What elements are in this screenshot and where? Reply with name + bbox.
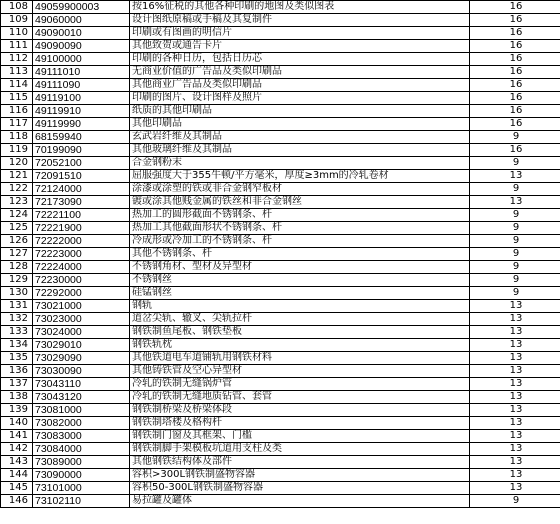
table-row [1,66,560,79]
tariff-code-cell: 73043120 [33,391,130,404]
row-number-cell: 135 [1,352,33,365]
description-cell: 不锈钢角材、型材及异型材 [130,261,470,274]
tariff-code-cell: 49111010 [33,66,130,79]
table-row [1,430,560,443]
tax-rate-cell: 13 [470,339,560,352]
description-cell: 热加工的圆形截面不锈钢条、杆 [130,209,470,222]
table-row [1,248,560,261]
table-row [1,105,560,118]
description-cell: 纸质的其他印刷品 [130,105,470,118]
tariff-code-cell: 73081000 [33,404,130,417]
table-row [1,313,560,326]
tariff-code-cell: 73102110 [33,495,130,508]
description-cell: 印刷的各种日历，包括日历芯 [130,53,470,66]
description-cell: 热加工其他截面形状不锈钢条、杆 [130,222,470,235]
row-number-cell: 137 [1,378,33,391]
tariff-code-cell: 73083000 [33,430,130,443]
tariff-code-cell: 72091510 [33,170,130,183]
tax-rate-cell: 16 [470,79,560,92]
table-row [1,144,560,157]
table-row [1,339,560,352]
row-number-cell: 111 [1,40,33,53]
row-number-cell: 142 [1,443,33,456]
table-row [1,170,560,183]
tax-rate-cell: 13 [470,313,560,326]
description-cell: 其他钢铁结构体及部件 [130,456,470,469]
tax-rate-cell: 13 [470,170,560,183]
tax-rate-cell: 16 [470,53,560,66]
tax-rate-cell: 13 [470,300,560,313]
tariff-code-cell: 73084000 [33,443,130,456]
row-number-cell: 116 [1,105,33,118]
description-cell: 其他不锈钢条、杆 [130,248,470,261]
row-number-cell: 108 [1,1,33,14]
description-cell: 钢铁轨枕 [130,339,470,352]
row-number-cell: 122 [1,183,33,196]
description-cell: 容积>300L钢铁制盛物容器 [130,469,470,482]
tax-rate-cell: 9 [470,131,560,144]
description-cell: 其他印刷品 [130,118,470,131]
tariff-code-cell: 49090010 [33,27,130,40]
tariff-code-cell: 49100000 [33,53,130,66]
description-cell: 不锈钢丝 [130,274,470,287]
row-number-cell: 140 [1,417,33,430]
table-row [1,274,560,287]
tariff-code-cell: 73089000 [33,456,130,469]
row-number-cell: 133 [1,326,33,339]
row-number-cell: 145 [1,482,33,495]
row-number-cell: 125 [1,222,33,235]
description-cell: 硅锰钢丝 [130,287,470,300]
row-number-cell: 110 [1,27,33,40]
row-number-cell: 128 [1,261,33,274]
tax-rate-cell: 9 [470,274,560,287]
description-cell: 钢铁制门窗及其框架、门槛 [130,430,470,443]
description-cell: 印刷的图片、设计图样及照片 [130,92,470,105]
row-number-cell: 117 [1,118,33,131]
row-number-cell: 119 [1,144,33,157]
table-row [1,40,560,53]
row-number-cell: 136 [1,365,33,378]
tax-rate-cell: 9 [470,287,560,300]
row-number-cell: 124 [1,209,33,222]
tax-rate-cell: 16 [470,27,560,40]
row-number-cell: 126 [1,235,33,248]
table-row [1,443,560,456]
table-row [1,1,560,14]
tariff-code-cell: 72223000 [33,248,130,261]
tariff-code-cell: 49119100 [33,92,130,105]
description-cell: 无商业价值的广告品及类似印刷品 [130,66,470,79]
table-row [1,287,560,300]
tariff-code-cell: 73030090 [33,365,130,378]
tariff-code-cell: 73024000 [33,326,130,339]
tariff-code-cell: 72052100 [33,157,130,170]
tax-rate-cell: 9 [470,183,560,196]
tax-rate-cell: 9 [470,248,560,261]
tax-rate-cell: 13 [470,196,560,209]
description-cell: 其他铸铁管及空心异型材 [130,365,470,378]
tariff-code-cell: 72221900 [33,222,130,235]
tax-rate-cell: 13 [470,326,560,339]
row-number-cell: 113 [1,66,33,79]
description-cell: 容积50-300L钢铁制盛物容器 [130,482,470,495]
row-number-cell: 139 [1,404,33,417]
description-cell: 按16%征税的其他各种印刷的地图及类似图表 [130,1,470,14]
table-row [1,378,560,391]
tariff-code-cell: 49119990 [33,118,130,131]
description-cell: 冷轧的铁制无缝地质钻管、套管 [130,391,470,404]
tariff-code-cell: 73029090 [33,352,130,365]
description-cell: 其他铁道电车道铺轨用钢铁材料 [130,352,470,365]
tax-rate-cell: 13 [470,417,560,430]
description-cell: 钢铁制塔楼及格构杆 [130,417,470,430]
tariff-code-cell: 49060000 [33,14,130,27]
tax-rate-cell: 9 [470,209,560,222]
tax-rate-cell: 13 [470,391,560,404]
tariff-code-cell: 49090090 [33,40,130,53]
tax-rate-cell: 16 [470,66,560,79]
table-row [1,183,560,196]
tariff-code-cell: 72222000 [33,235,130,248]
table-row [1,300,560,313]
tax-rate-cell: 13 [470,378,560,391]
tax-rate-cell: 9 [470,261,560,274]
table-row [1,391,560,404]
tax-rate-cell: 13 [470,352,560,365]
tax-rate-cell: 16 [470,118,560,131]
description-cell: 道岔尖轨、辙叉、尖轨拉杆 [130,313,470,326]
tariff-code-cell: 72173090 [33,196,130,209]
tax-rate-cell: 13 [470,456,560,469]
table-row [1,196,560,209]
table-row [1,118,560,131]
tax-rate-cell: 13 [470,482,560,495]
row-number-cell: 134 [1,339,33,352]
description-cell: 玄武岩纤维及其制品 [130,131,470,144]
description-cell: 其他玻璃纤维及其制品 [130,144,470,157]
tax-rate-cell: 16 [470,92,560,105]
tariff-code-cell: 72224000 [33,261,130,274]
row-number-cell: 146 [1,495,33,508]
tariff-code-cell: 73101000 [33,482,130,495]
row-number-cell: 132 [1,313,33,326]
tariff-code-cell: 73021000 [33,300,130,313]
row-number-cell: 141 [1,430,33,443]
description-cell: 冷成形或冷加工的不锈钢条、杆 [130,235,470,248]
description-cell: 钢轨 [130,300,470,313]
table-row [1,157,560,170]
description-cell: 屈服强度大于355牛顿/平方毫米，厚度≥3mm的冷轧卷材 [130,170,470,183]
description-cell: 钢铁制桥梁及桥梁体段 [130,404,470,417]
description-cell: 冷轧的铁制无缝锅炉管 [130,378,470,391]
tax-rate-cell: 13 [470,404,560,417]
tariff-code-cell: 70199090 [33,144,130,157]
description-cell: 镀或涂其他贱金属的铁丝和非合金钢丝 [130,196,470,209]
row-number-cell: 109 [1,14,33,27]
table-row [1,222,560,235]
row-number-cell: 115 [1,92,33,105]
tax-rate-cell: 13 [470,365,560,378]
row-number-cell: 129 [1,274,33,287]
tariff-code-cell: 49111090 [33,79,130,92]
table-row [1,14,560,27]
table-row [1,235,560,248]
tariff-code-cell: 73043110 [33,378,130,391]
tariff-code-cell: 73082000 [33,417,130,430]
tariff-code-cell: 72292000 [33,287,130,300]
description-cell: 钢铁制鱼尾板、钢铁垫板 [130,326,470,339]
table-row [1,365,560,378]
table-row [1,131,560,144]
tariff-code-cell: 49059900003 [33,1,130,14]
row-number-cell: 138 [1,391,33,404]
tax-rate-cell: 16 [470,40,560,53]
row-number-cell: 131 [1,300,33,313]
row-number-cell: 130 [1,287,33,300]
table-row [1,79,560,92]
table-row [1,209,560,222]
table-row [1,469,560,482]
tax-rate-cell: 13 [470,469,560,482]
tax-rate-cell: 16 [470,1,560,14]
table-row [1,27,560,40]
row-number-cell: 143 [1,456,33,469]
table-row [1,326,560,339]
table-row [1,352,560,365]
row-number-cell: 120 [1,157,33,170]
table-row [1,92,560,105]
description-cell: 涂漆或涂塑的铁或非合金钢窄板材 [130,183,470,196]
description-cell: 其他致贺或通告卡片 [130,40,470,53]
tariff-code-cell: 68159940 [33,131,130,144]
row-number-cell: 118 [1,131,33,144]
table-row [1,417,560,430]
tax-rate-cell: 9 [470,222,560,235]
description-cell: 钢铁制脚手架模板坑道用支柱及类 [130,443,470,456]
table-row [1,53,560,66]
table-row [1,456,560,469]
tax-rate-cell: 9 [470,235,560,248]
row-number-cell: 144 [1,469,33,482]
row-number-cell: 123 [1,196,33,209]
table-row [1,495,560,508]
tariff-code-cell: 72124000 [33,183,130,196]
tariff-code-cell: 73023000 [33,313,130,326]
tax-rate-cell: 9 [470,495,560,508]
description-cell: 印刷或有图画的明信片 [130,27,470,40]
row-number-cell: 112 [1,53,33,66]
table-row [1,404,560,417]
tax-rate-cell: 16 [470,144,560,157]
description-cell: 设计图纸原稿或手稿及其复制件 [130,14,470,27]
tariff-code-cell: 73029010 [33,339,130,352]
tax-rate-cell: 13 [470,443,560,456]
row-number-cell: 127 [1,248,33,261]
table-row [1,261,560,274]
description-cell: 易拉罐及罐体 [130,495,470,508]
tax-rate-cell: 9 [470,157,560,170]
tax-rate-cell: 13 [470,430,560,443]
row-number-cell: 121 [1,170,33,183]
tariff-code-cell: 49119910 [33,105,130,118]
tax-rate-cell: 16 [470,14,560,27]
tax-rate-cell: 16 [470,105,560,118]
description-cell: 其他商业广告品及类似印刷品 [130,79,470,92]
tariff-code-cell: 72230000 [33,274,130,287]
description-cell: 合金钢粉末 [130,157,470,170]
table-row [1,482,560,495]
tariff-code-cell: 72221100 [33,209,130,222]
row-number-cell: 114 [1,79,33,92]
tariff-code-cell: 73090000 [33,469,130,482]
